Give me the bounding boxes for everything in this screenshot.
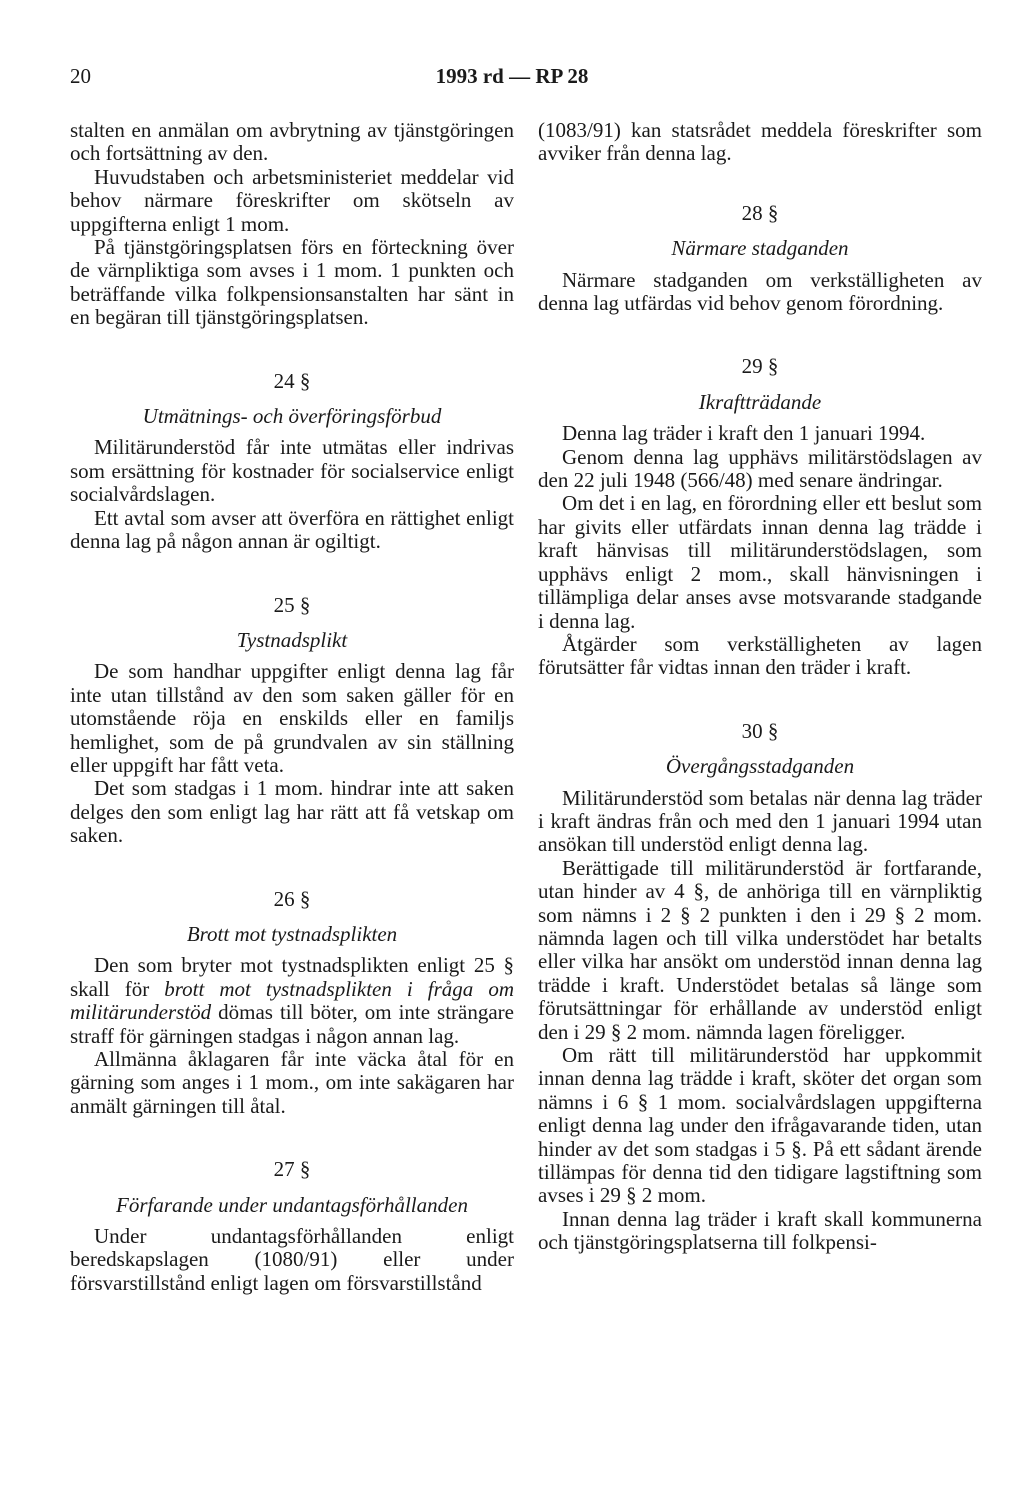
paragraph: Innan denna lag träder i kraft skall kommunerna och tjänstgöringsplatserna till folkpensi- xyxy=(538,1206,982,1255)
paragraph: (1083/91) kan statsrådet meddela föreskrifter som avviker från denna lag. xyxy=(538,118,982,166)
section-title-24: Utmätnings- och överföringsförbud xyxy=(142,404,442,429)
section-title-26: Brott mot tystnadsplikten xyxy=(186,921,398,946)
paragraph: Om rätt till militärunderstöd har uppkommit innan denna lag trädde i kraft, sköter det organ som nämns i 6 § 1 mom. socialvårdslagen uppgifterna enligt denna lag under den ifrågavarande tiden, utan hinder av det som stadgas i 5 §. På ett sådant ärende tillämpas för denna tid den tidigare lagstiftning som avses i 29 § 2 mom. xyxy=(538,1043,982,1208)
paragraph: Den som bryter mot tystnadsplikten enligt 25 § skall för brott mot tystnadsplikten i fråga om militärunderstöd dömas till böter, om inte strängare straff för gärningen stadgas i någon annan lag. xyxy=(70,953,514,1048)
emphasized-term: brott mot tystnadsplikten i fråga om militärunderstöd xyxy=(70,976,514,1025)
paragraph: På tjänstgöringsplatsen förs en förteckning över de värnpliktiga som avses i 1 mom. 1 punkten och beträffande vilka folkpensionsanstalten har sänt in en begäran till tjänstgöringsplatsen. xyxy=(70,235,514,330)
section-title-28: Närmare stadganden xyxy=(671,236,849,261)
document-title: 1993 rd — RP 28 xyxy=(435,64,589,88)
paragraph: Denna lag träder i kraft den 1 januari 1994. xyxy=(562,421,926,446)
paragraph: Allmänna åklagaren får inte väcka åtal för en gärning som anges i 1 mom., om inte sakägaren har anmält gärningen till åtal. xyxy=(70,1047,514,1118)
right-column xyxy=(538,119,982,1255)
section-number-24: 24 § xyxy=(273,368,311,393)
section-number-26: 26 § xyxy=(273,886,311,911)
section-number-25: 25 § xyxy=(273,592,311,617)
paragraph: Åtgärder som verkställigheten av lagen förutsätter får vidtas innan den träder i kraft. xyxy=(538,631,982,680)
paragraph: Om det i en lag, en förordning eller ett beslut som har givits eller utfärdats innan denna lag trädde i kraft hänvisas till militärunderstödslagen, som upphävs enligt 2 mom., skall hänvisningen i tillämpliga delar anses avse motsvarande stadgande i denna lag. xyxy=(538,491,982,633)
page-header xyxy=(70,64,954,94)
paragraph: Huvudstaben och arbetsministeriet meddelar vid behov närmare föreskrifter om skötseln av uppgifterna enligt 1 mom. xyxy=(70,164,514,236)
page-number: 20 xyxy=(70,64,91,88)
paragraph: Berättigade till militärunderstöd är fortfarande, utan hinder av 4 §, de anhöriga till en värnpliktig som nämns i 2 § 2 punkten i den i 29 § 2 mom. nämnda lagen och till vilka understödet har betalts eller vilka har ansökt om understöd innan denna lag trädde i kraft. Understödet betalas så länge som förutsättningar för erhållande av understöd enligt den i 29 § 2 mom. nämnda lagen föreligger. xyxy=(538,855,982,1044)
section-number-28: 28 § xyxy=(741,200,779,225)
section-title-27: Förfarande under undantagsförhållanden xyxy=(116,1192,468,1217)
left-column xyxy=(70,119,514,1295)
paragraph: Det som stadgas i 1 mom. hindrar inte att saken delges den som enligt lag har rätt att få vetskap om saken. xyxy=(70,776,514,848)
paragraph: Genom denna lag upphävs militärstödslagen av den 22 juli 1948 (566/48) med senare ändringar. xyxy=(538,444,982,493)
section-title-25: Tystnadsplikt xyxy=(236,627,348,652)
section-title-30: Övergångsstadganden xyxy=(665,754,855,779)
paragraph: Militärunderstöd som betalas när denna lag träder i kraft ändras från och med den 1 januari 1994 utan ansökan till understöd enligt denna lag. xyxy=(538,785,982,857)
section-number-29: 29 § xyxy=(741,354,779,379)
paragraph: Ett avtal som avser att överföra en rättighet enligt denna lag på någon annan är ogiltigt. xyxy=(70,505,514,554)
section-number-27: 27 § xyxy=(273,1157,311,1182)
section-number-30: 30 § xyxy=(741,718,779,743)
paragraph: Militärunderstöd får inte utmätas eller indrivas som ersättning för kostnader för socialservice enligt socialvårdslagen. xyxy=(70,435,514,507)
paragraph: stalten en anmälan om avbrytning av tjänstgöringen och fortsättning av den. xyxy=(70,118,514,166)
paragraph: Närmare stadganden om verkställigheten av denna lag utfärdas vid behov genom förordning. xyxy=(538,267,982,316)
section-title-29: Ikraftträdande xyxy=(698,389,822,414)
paragraph: Under undantagsförhållanden enligt beredskapslagen (1080/91) eller under försvarstillstånd enligt lagen om försvarstillstånd xyxy=(70,1224,514,1295)
paragraph: De som handhar uppgifter enligt denna lag får inte utan tillstånd av den som saken gäller för en utomstående röja en enskilds eller en familjs hemlighet, som de på grundvalen av sin ställning eller uppgift har fått veta. xyxy=(70,659,514,777)
